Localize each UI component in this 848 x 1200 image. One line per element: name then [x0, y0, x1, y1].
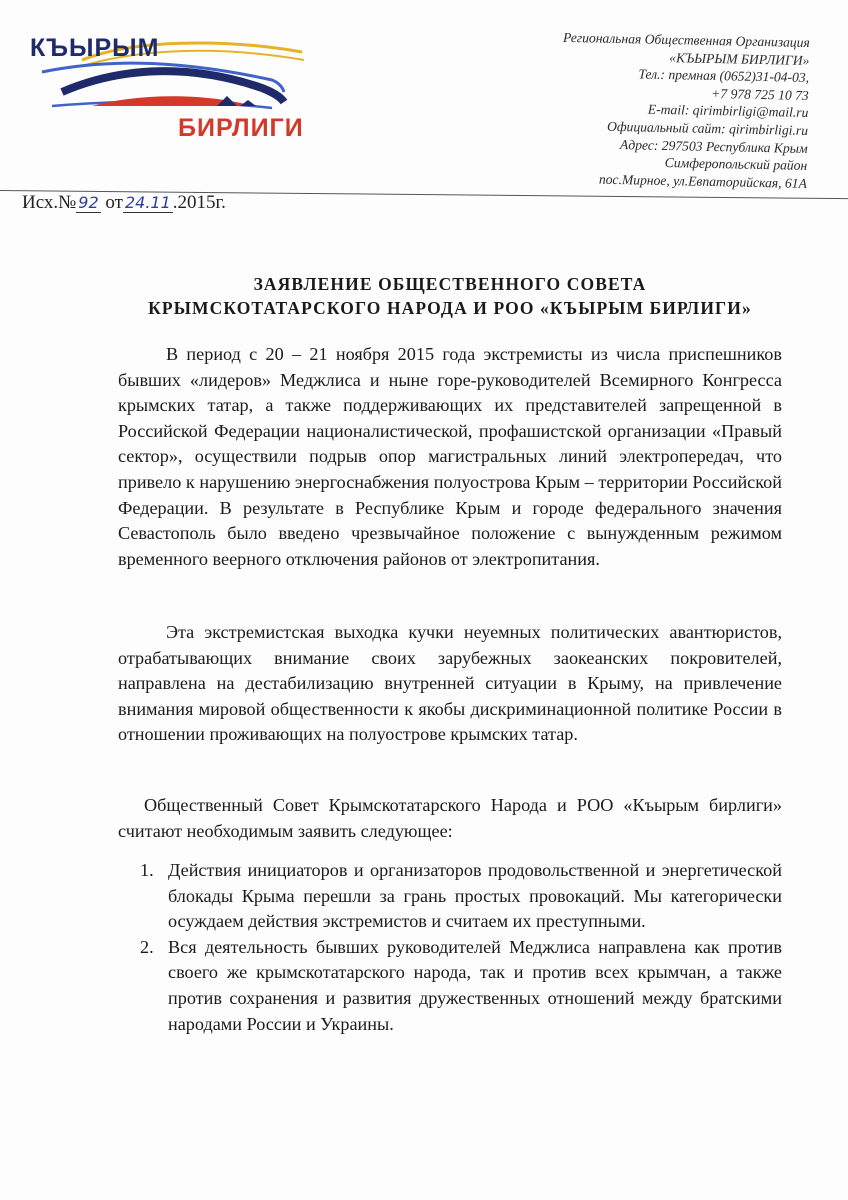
- org-line: «КЪЫРЫМ БИРЛИГИ»: [669, 49, 810, 68]
- outgoing-reference: [22, 192, 226, 214]
- ref-year: .2015г.: [172, 192, 226, 213]
- logo-bottom-text: БИРЛИГИ: [178, 114, 304, 142]
- org-line: E-mail: qirimbirligi@mail.ru: [647, 101, 809, 121]
- organization-logo: [22, 30, 312, 150]
- paragraph-1: В период с 20 – 21 ноября 2015 года экстремисты из числа приспешников бывших «лидеров» Меджлиса и ныне горе-руководителей Всемирного Конгресса крымских татар, а также поддерживающих их представителей запрещенной в Российской Федерации националистической, профашистской организации «Правый сектор», осуществили подрыв опор магистральных линий электропередач, что привело к нарушению энергоснабжения полуострова Крым – территории Российской Федерации. В результате в Республике Крым и городе федерального значения Севастополь было введено чрезвычайное положение с вынужденным режимом временного веерного отключения районов от электропитания.: [118, 344, 782, 569]
- list-item-text: Действия инициаторов и организаторов продовольственной и энергетической блокады Крыма перешли за грань простых провокаций. Мы категорически осуждаем действия экстремистов и считаем их преступными.: [168, 860, 782, 932]
- list-item-number: 1.: [140, 860, 154, 880]
- document-title: [60, 272, 840, 320]
- ref-date: 24.11: [124, 193, 171, 212]
- org-line: Адрес: 297503 Республика Крым: [619, 136, 808, 156]
- org-line: пос.Мирное, ул.Евпаторийская, 61А: [598, 171, 808, 191]
- org-line: Официальный сайт: qirimbirligi.ru: [606, 118, 809, 138]
- paragraph-3: Общественный Совет Крымскотатарского Народа и РОО «Къырым бирлиги» считают необходимым заявить следующее:: [118, 795, 782, 841]
- paragraph-2: Эта экстремистская выходка кучки неуемных политических авантюристов, отрабатывающих внимание своих зарубежных заокеанских покровителей, направлена на дестабилизацию внутренней ситуации в Крыму, на привлечение внимания мировой общественности к якобы дискриминационной политике России в отношении проживающих на полуострове крымских татар.: [118, 622, 782, 745]
- logo-top-text: КЪЫРЫМ: [30, 34, 160, 62]
- list-item: [118, 858, 782, 935]
- ref-from: от: [105, 192, 123, 213]
- list-item-number: 2.: [140, 936, 154, 957]
- ref-number: 92: [78, 193, 99, 212]
- title-line-2: КРЫМСКОТАТАРСКОГО НАРОДА И РОО «КЪЫРЫМ БИРЛИГИ»: [148, 298, 752, 318]
- org-line: +7 978 725 10 73: [711, 85, 809, 103]
- list-item: [118, 935, 782, 1037]
- org-line: Региональная Общественная Организация: [562, 29, 810, 50]
- title-line-1: ЗАЯВЛЕНИЕ ОБЩЕСТВЕННОГО СОВЕТА: [253, 274, 647, 294]
- ref-prefix: Исх.№: [22, 192, 77, 213]
- org-line: Симферопольский район: [664, 155, 808, 174]
- org-line: Тел.: премная (0652)31-04-03,: [638, 66, 810, 86]
- organization-header: [467, 27, 810, 192]
- statement-list: [118, 858, 782, 1037]
- list-item-text: Вся деятельность бывших руководителей Меджлиса направлена как против своего же крымскотатарского народа, так и против всех крымчан, а также против сохранения и развития дружественных отношений между братскими народами России и Украины.: [168, 936, 782, 1034]
